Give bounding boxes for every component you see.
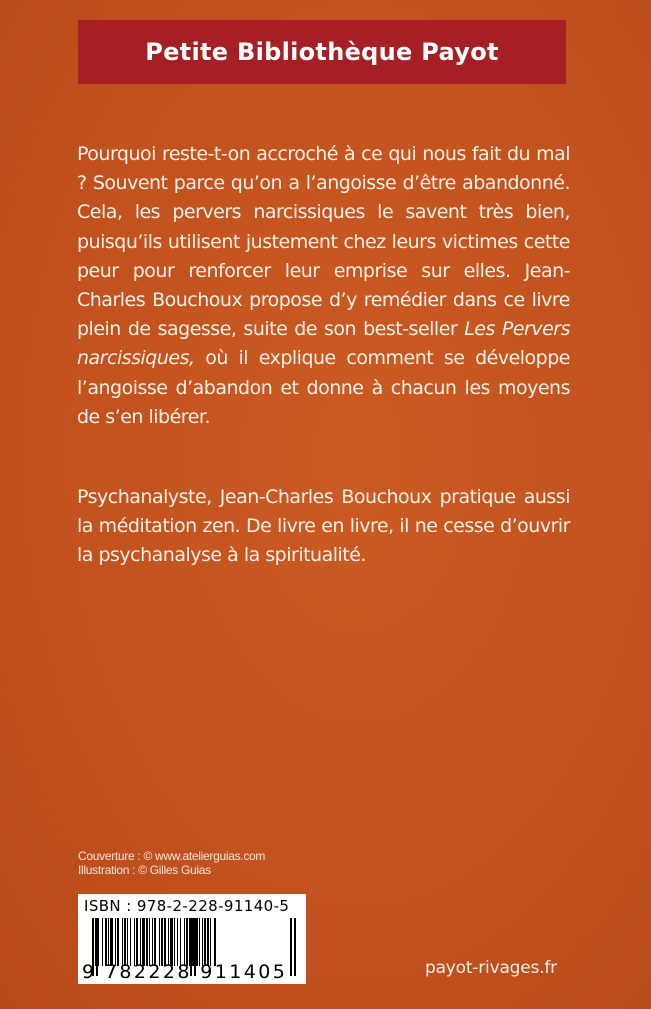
barcode-bar [102, 918, 103, 966]
barcode-bar [170, 918, 173, 966]
image-credits [78, 849, 265, 877]
barcode-bar [136, 918, 138, 966]
barcode-bar [110, 918, 113, 966]
barcode-bar [174, 918, 175, 966]
barcode-bar [214, 918, 216, 966]
book-title-reference: Les Pervers narcissiques, [77, 318, 570, 370]
barcode-bar [98, 918, 99, 966]
barcode-bar [154, 918, 156, 966]
barcode-guard-bar [294, 918, 296, 976]
barcode-bar [127, 918, 128, 966]
barcode-bar [204, 918, 206, 966]
blurb-paragraph-1-text: Pourquoi reste-t-on accroché à ce qui nous fait du mal ? Souvent parce qu’on a l’angoisse d’être abandonné. Cela, les pervers narcissiques le savent très bien, puisqu’ils utilisent justement chez leurs victimes cette peur pour renforcer leur emprise sur elles. Jean-Charles Bouchoux propose d’y remédier dans ce livre plein de sagesse, suite de son best-seller [77, 143, 570, 341]
barcode-bar [105, 918, 107, 966]
illustration-credit: Illustration : © Gilles Guias [78, 863, 211, 877]
barcode-bar [115, 918, 116, 966]
barcode-bar [152, 918, 153, 966]
barcode-bar [122, 918, 123, 966]
barcode-bar [140, 918, 141, 966]
series-banner [78, 20, 566, 84]
barcode-bar [199, 918, 200, 966]
barcode-bar [161, 918, 163, 966]
barcode-bar [146, 918, 148, 966]
barcode-bar [130, 918, 131, 966]
barcode-bar [189, 918, 190, 966]
isbn-label: ISBN : 978-2-228-91140-5 [84, 897, 290, 915]
barcode-bar [159, 918, 160, 966]
barcode-bar [186, 918, 188, 966]
barcode-bar [184, 918, 185, 966]
barcode-bar [142, 918, 145, 966]
barcode-guard-bar [290, 918, 292, 976]
barcode-bar [202, 918, 203, 966]
barcode-box [78, 894, 306, 984]
barcode-bar [149, 918, 150, 966]
barcode-digits: 9 782228 911405 [82, 961, 288, 983]
barcode-bar [117, 918, 119, 966]
barcode-bar [180, 918, 181, 966]
barcode-bar [177, 918, 178, 966]
barcode-bar [108, 918, 109, 966]
barcode-bar [192, 918, 194, 966]
blurb-paragraph-2: Psychanalyste, Jean-Charles Bouchoux pratique aussi la méditation zen. De livre en livre, il ne cesse d’ouvrir la psychanalyse à la spiritualité. [77, 486, 570, 567]
cover-credit: Couverture : © www.atelierguias.com [78, 849, 266, 863]
series-title: Petite Bibliothèque Payot [145, 38, 499, 66]
barcode-bar [168, 918, 169, 966]
barcode-bar [124, 918, 126, 966]
barcode-bar [164, 918, 166, 966]
blurb-paragraph-1 [77, 140, 570, 432]
barcode-bar [210, 918, 211, 966]
blurb-paragraph-1-end: où il explique comment se développe l’angoisse d’abandon et donne à chacun les moyens de s’en libérer. [77, 347, 570, 428]
barcode-bar [207, 918, 209, 966]
barcode-bar [134, 918, 135, 966]
publisher-website: payot-rivages.fr [425, 958, 557, 978]
